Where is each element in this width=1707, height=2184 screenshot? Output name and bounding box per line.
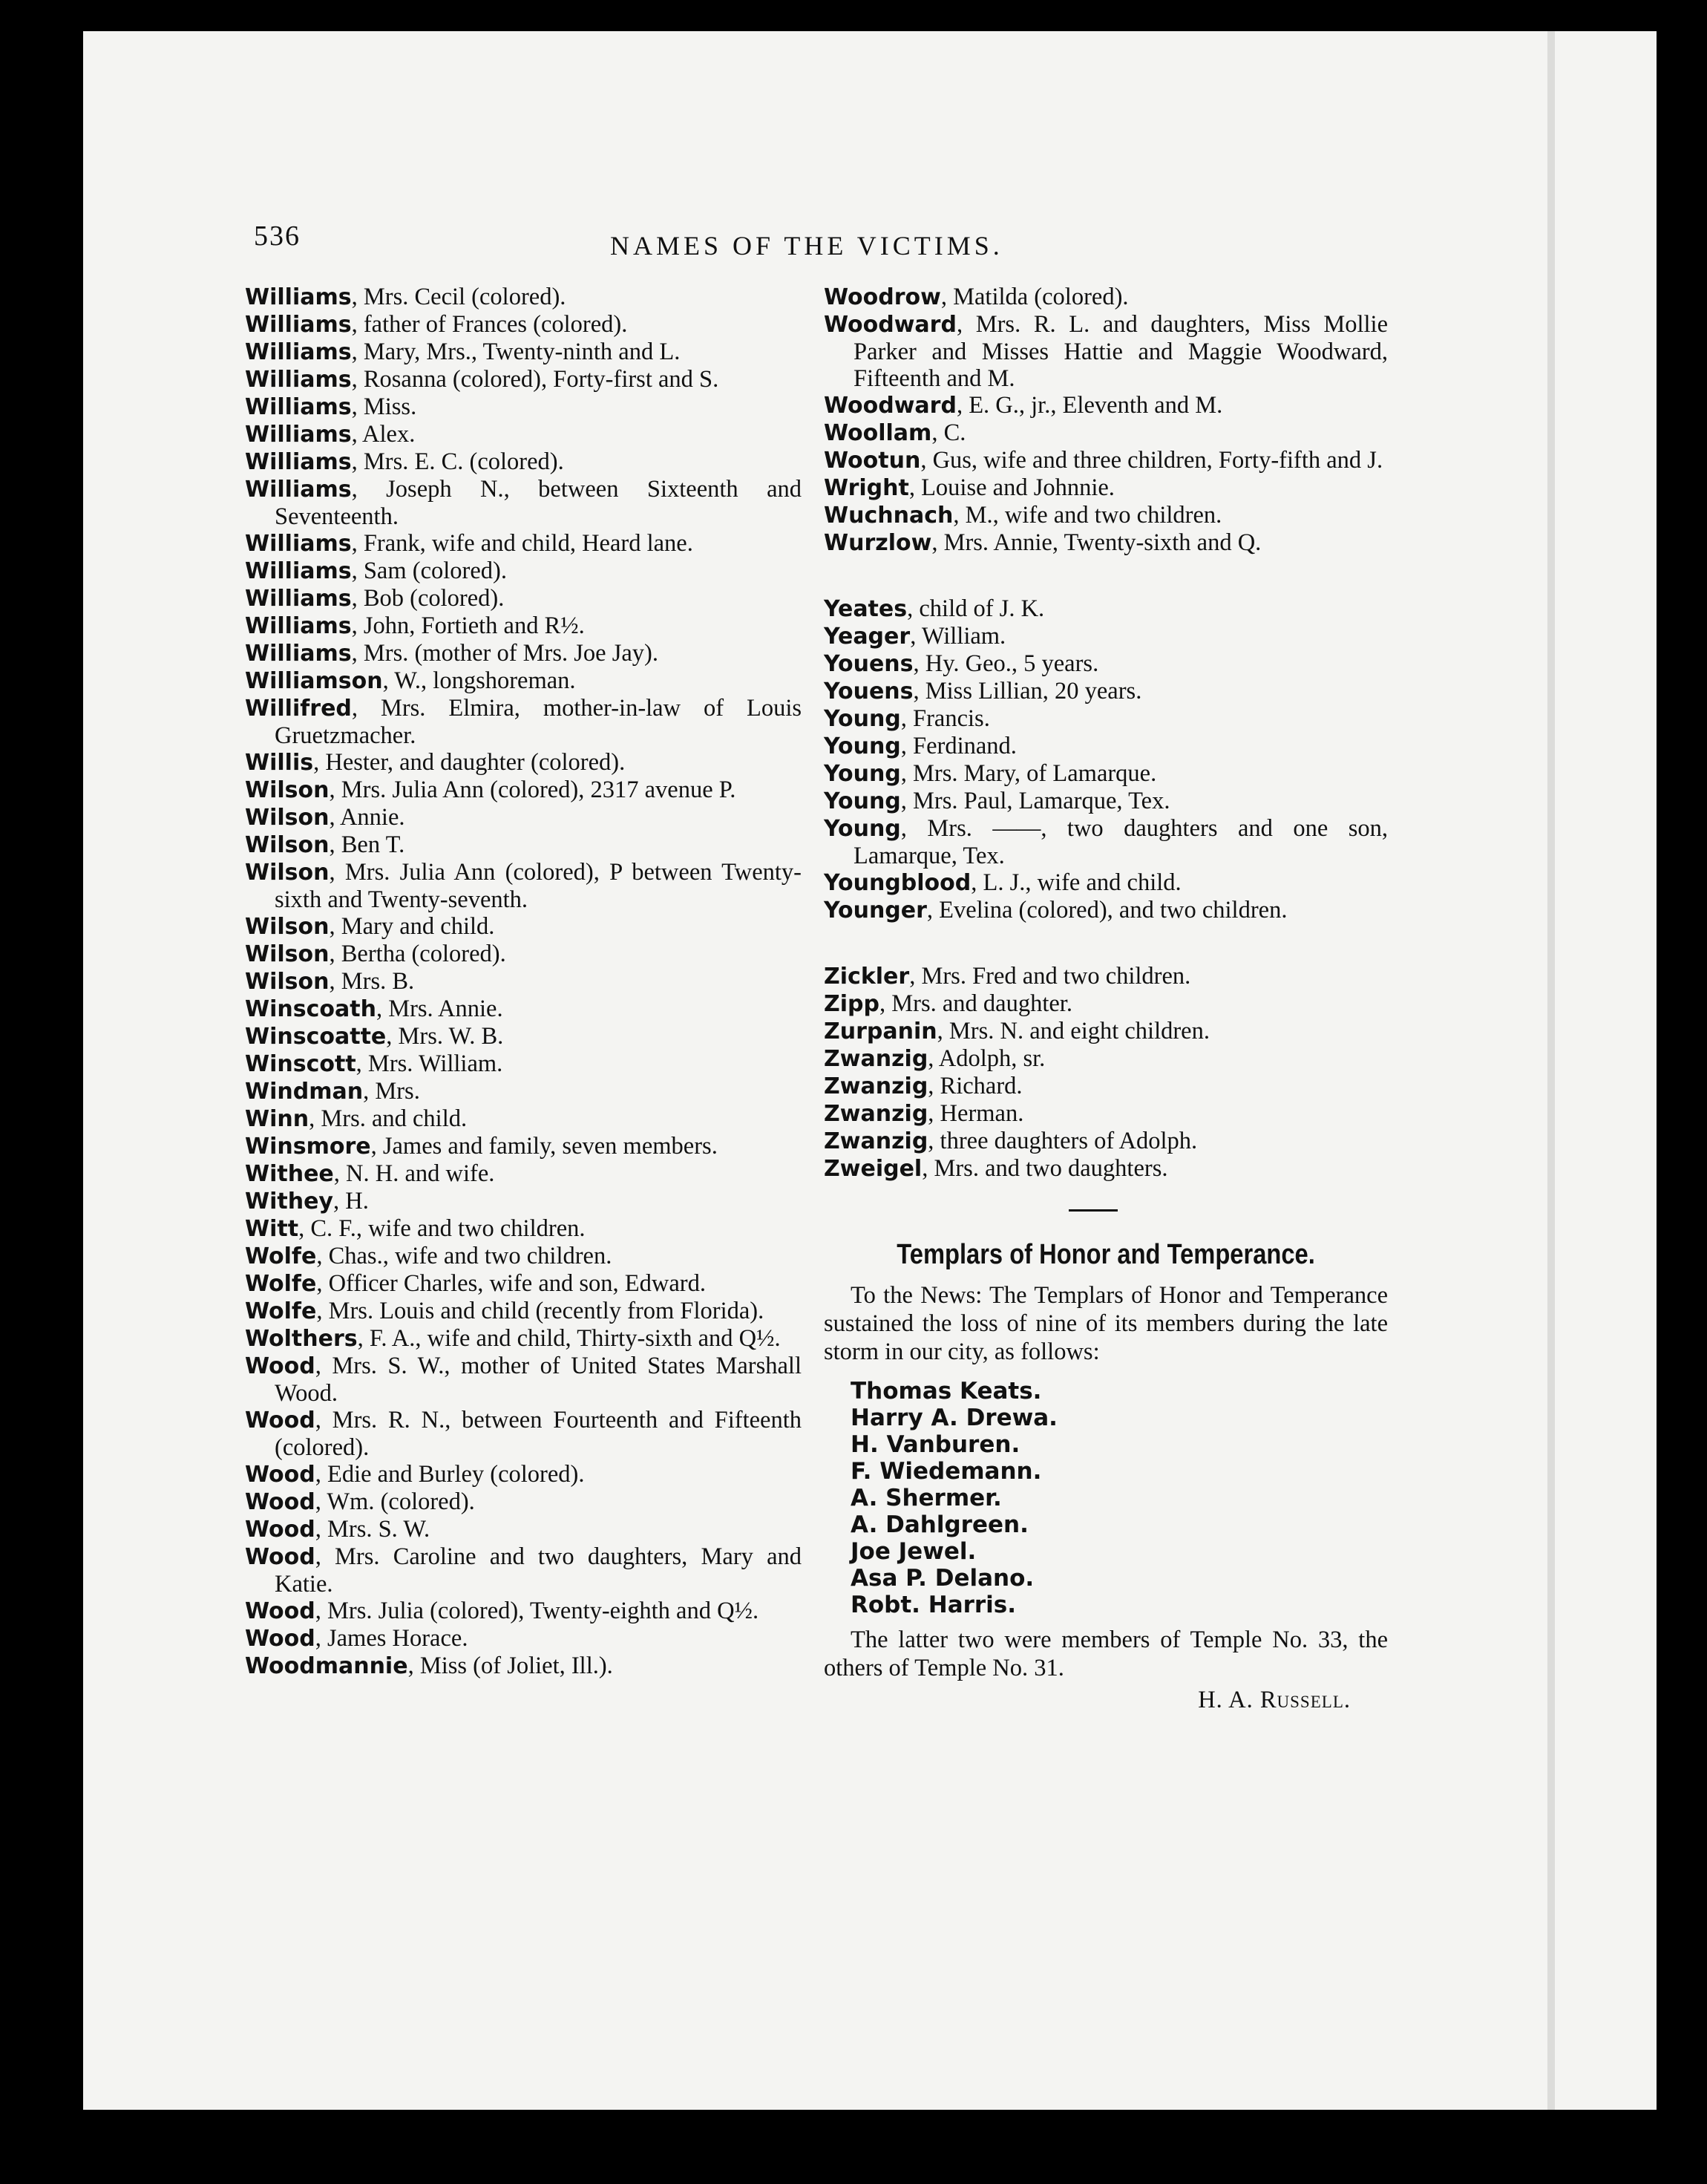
victim-surname: Zweigel — [824, 1156, 923, 1182]
victim-surname: Williams — [245, 312, 352, 338]
victim-entry — [245, 1488, 802, 1516]
victim-surname: Withey — [245, 1189, 333, 1214]
victim-details: , Evelina (colored), and two children. — [926, 897, 1288, 923]
victim-details: , Mrs. E. C. (colored). — [351, 448, 564, 475]
victim-entry — [824, 760, 1388, 788]
victim-surname: Zwanzig — [824, 1073, 928, 1099]
victim-details: , Joseph N., between Sixteenth and Seventeenth. — [275, 476, 802, 530]
victim-details: , W., longshoreman. — [382, 667, 576, 694]
victim-surname: Winscott — [245, 1051, 356, 1077]
victim-entry — [245, 311, 802, 339]
victim-entry — [245, 1353, 802, 1407]
victim-surname: Wilson — [245, 969, 330, 995]
victim-entry — [245, 1188, 802, 1215]
victim-surname: Wilson — [245, 805, 330, 831]
right-column — [824, 284, 1388, 1713]
victim-entry — [245, 1407, 802, 1461]
victim-entry — [245, 1215, 802, 1243]
victim-surname: Woodrow — [824, 284, 941, 310]
victim-details: , C. — [931, 419, 966, 446]
templar-member: Harry A. Drewa. — [851, 1405, 1058, 1431]
victim-entry — [824, 733, 1388, 760]
victim-entry — [824, 419, 1388, 447]
victim-entry — [245, 558, 802, 585]
victim-entry — [245, 612, 802, 640]
victim-surname: Zwanzig — [824, 1101, 928, 1127]
victim-surname: Williams — [245, 339, 352, 365]
victim-details: , Louise and Johnnie. — [908, 474, 1115, 501]
victim-surname: Yeates — [824, 596, 908, 622]
victim-details: , father of Frances (colored). — [351, 311, 628, 338]
victim-entry — [245, 1543, 802, 1598]
victim-details: , Mrs. R. L. and daughters, Miss Mollie Parker and Misses Hattie and Maggie Woodward, Fifteenth and M. — [854, 311, 1388, 392]
victim-entry — [245, 1078, 802, 1105]
victim-entry — [824, 650, 1388, 678]
victim-surname: Youngblood — [824, 870, 972, 896]
victim-details: , Francis. — [900, 705, 990, 732]
victim-details: , Sam (colored). — [351, 558, 507, 584]
victim-entry — [824, 529, 1388, 557]
victim-details: , Mrs. ——, two daughters and one son, Lamarque, Tex. — [854, 815, 1388, 869]
victim-entry — [245, 913, 802, 941]
victim-details: , M., wife and two children. — [953, 502, 1222, 529]
victim-entry — [245, 448, 802, 476]
list-y-names — [824, 595, 1388, 924]
victim-surname: Winscoath — [245, 996, 376, 1022]
victim-surname: Williams — [245, 284, 352, 310]
victim-details: , Miss (of Joliet, Ill.). — [407, 1652, 613, 1679]
victim-surname: Winsmore — [245, 1134, 371, 1160]
victim-entry — [824, 1100, 1388, 1128]
victim-entry — [245, 968, 802, 995]
victim-entry — [824, 788, 1388, 815]
victim-details: , Mrs. Cecil (colored). — [351, 284, 566, 310]
victim-details: , Mrs. Mary, of Lamarque. — [900, 760, 1157, 787]
victim-details: , Mrs. W. B. — [386, 1023, 504, 1050]
victim-surname: Young — [824, 733, 901, 759]
victim-surname: Wright — [824, 475, 909, 501]
victim-surname: Zickler — [824, 964, 910, 990]
victim-entry — [824, 447, 1388, 474]
victim-surname: Zurpanin — [824, 1019, 937, 1044]
section-gap — [824, 557, 1388, 595]
victim-surname: Williams — [245, 422, 352, 448]
victim-entry — [245, 995, 802, 1023]
victim-details: , F. A., wife and child, Thirty-sixth and Q½. — [357, 1325, 781, 1352]
victim-surname: Wilson — [245, 941, 330, 967]
victim-details: , Mrs. Julia Ann (colored), 2317 avenue P. — [329, 777, 736, 803]
victim-surname: Williamson — [245, 668, 383, 694]
victim-entry — [245, 284, 802, 311]
victim-details: , Mrs. Julia (colored), Twenty-eighth and Q½. — [315, 1598, 759, 1624]
victim-surname: Williams — [245, 586, 352, 612]
victim-entry — [824, 1073, 1388, 1100]
victim-surname: Young — [824, 816, 901, 842]
templars-closing: The latter two were members of Temple No. 33, the others of Temple No. 31. — [824, 1626, 1388, 1681]
victim-details: , Hy. Geo., 5 years. — [913, 650, 1099, 677]
victim-entry — [824, 1018, 1388, 1045]
victim-entry — [824, 705, 1388, 733]
victim-details: , child of J. K. — [907, 595, 1045, 622]
victim-details: , Mrs. Elmira, mother-in-law of Louis Gruetzmacher. — [275, 695, 802, 749]
victim-details: , Mrs. R. N., between Fourteenth and Fifteenth (colored). — [275, 1407, 802, 1461]
victim-entry — [824, 595, 1388, 623]
victim-entry — [245, 476, 802, 530]
victim-entry — [245, 1625, 802, 1652]
victim-details: , Alex. — [351, 421, 416, 448]
victim-entry — [245, 804, 802, 831]
victim-details: , Officer Charles, wife and son, Edward. — [316, 1270, 706, 1297]
victim-details: , Edie and Burley (colored). — [315, 1461, 585, 1488]
victim-surname: Williams — [245, 367, 352, 393]
victim-details: , H. — [332, 1188, 369, 1214]
victim-surname: Windman — [245, 1079, 364, 1105]
victim-details: , James Horace. — [315, 1625, 468, 1652]
victim-details: , James and family, seven members. — [370, 1133, 718, 1160]
templars-title: Templars of Honor and Temperance. — [897, 1239, 1315, 1270]
templar-member: A. Shermer. — [851, 1485, 1002, 1511]
victim-entry — [824, 474, 1388, 502]
victim-entry — [245, 339, 802, 366]
victim-details: , Mary, Mrs., Twenty-ninth and L. — [351, 339, 681, 365]
victim-details: , Mrs. S. W. — [315, 1516, 430, 1543]
victim-entry — [824, 284, 1388, 311]
victim-details: , Mrs. and child. — [309, 1105, 468, 1132]
victim-entry — [245, 393, 802, 421]
victim-details: , Richard. — [928, 1073, 1023, 1099]
victim-surname: Zwanzig — [824, 1046, 928, 1072]
victim-details: , Gus, wife and three children, Forty-fifth and J. — [920, 447, 1383, 474]
victim-surname: Youens — [824, 679, 914, 704]
victim-entry — [245, 1270, 802, 1298]
page-edge-strip — [1547, 31, 1555, 2110]
victim-entry — [245, 1243, 802, 1270]
section-gap — [824, 924, 1388, 963]
victim-details: , Bertha (colored). — [329, 941, 506, 967]
victim-details: , Mrs. and daughter. — [879, 990, 1072, 1017]
victim-details: , Mrs. William. — [356, 1050, 503, 1077]
victim-entry — [245, 366, 802, 393]
victim-surname: Williams — [245, 531, 352, 557]
victim-entry — [824, 392, 1388, 419]
victim-details: , Wm. (colored). — [315, 1488, 475, 1515]
victim-details: , William. — [910, 623, 1006, 650]
victim-entry — [824, 623, 1388, 650]
victim-surname: Zipp — [824, 991, 879, 1017]
victim-entry — [245, 640, 802, 667]
victim-surname: Wolthers — [245, 1326, 358, 1352]
victim-surname: Wuchnach — [824, 503, 954, 529]
victim-surname: Withee — [245, 1161, 334, 1187]
victim-details: , Mrs. Paul, Lamarque, Tex. — [900, 788, 1170, 814]
victim-surname: Wilson — [245, 777, 330, 803]
templar-member: Asa P. Delano. — [851, 1565, 1035, 1592]
victim-entry — [245, 530, 802, 558]
victim-details: , Mrs. Julia Ann (colored), P between Twenty-sixth and Twenty-seventh. — [275, 859, 802, 913]
victim-surname: Youens — [824, 651, 914, 677]
victim-surname: Williams — [245, 477, 352, 503]
victim-entry — [824, 311, 1388, 392]
victim-surname: Wood — [245, 1462, 315, 1488]
victim-entry — [245, 859, 802, 913]
victim-details: , Matilda (colored). — [940, 284, 1129, 310]
templar-member: F. Wiedemann. — [851, 1458, 1042, 1485]
victim-entry — [245, 1325, 802, 1353]
victim-entry — [245, 777, 802, 804]
victim-surname: Williams — [245, 394, 352, 420]
victim-surname: Yeager — [824, 624, 911, 650]
victim-surname: Williams — [245, 449, 352, 475]
victim-surname: Younger — [824, 898, 927, 923]
victim-surname: Wolfe — [245, 1298, 317, 1324]
victim-surname: Williams — [245, 613, 352, 639]
victim-details: , C. F., wife and two children. — [298, 1215, 586, 1242]
victim-entry — [824, 1155, 1388, 1183]
victim-details: , E. G., jr., Eleventh and M. — [956, 392, 1223, 419]
victim-entry — [245, 585, 802, 612]
victim-details: , Bob (colored). — [351, 585, 505, 612]
victim-entry — [245, 831, 802, 859]
templars-intro: To the News: The Templars of Honor and Temperance sustained the loss of nine of its members during the late storm in our city, as follows: — [824, 1282, 1388, 1365]
victim-entry — [245, 1298, 802, 1325]
victim-surname: Zwanzig — [824, 1128, 928, 1154]
templars-signature: H. A. Russell. — [1198, 1687, 1351, 1713]
victim-entry — [824, 815, 1388, 869]
victim-surname: Young — [824, 706, 901, 732]
victim-details: , L. J., wife and child. — [971, 869, 1182, 896]
victim-surname: Winscoatte — [245, 1024, 387, 1050]
victim-entry — [245, 1050, 802, 1078]
victim-entry — [824, 1128, 1388, 1155]
victim-surname: Woodward — [824, 312, 957, 338]
victim-surname: Willifred — [245, 696, 352, 722]
victim-details: , Mrs. Annie. — [376, 995, 503, 1022]
victim-surname: Wood — [245, 1489, 315, 1515]
victim-details: , Mrs. N. and eight children. — [937, 1018, 1210, 1044]
victim-details: , Miss. — [351, 393, 417, 420]
victim-details: , Mrs. Louis and child (recently from Florida). — [316, 1298, 764, 1324]
templar-member: Thomas Keats. — [851, 1378, 1042, 1405]
victim-entry — [245, 1652, 802, 1680]
victim-entry — [824, 1045, 1388, 1073]
victim-details: , Rosanna (colored), Forty-first and S. — [351, 366, 719, 393]
victim-entry — [245, 1516, 802, 1543]
templar-member: Robt. Harris. — [851, 1592, 1017, 1618]
victim-surname: Woodward — [824, 393, 957, 419]
victim-entry — [245, 1105, 802, 1133]
victim-entry — [245, 749, 802, 777]
victim-entry — [245, 667, 802, 695]
victim-surname: Wood — [245, 1544, 315, 1570]
victim-entry — [824, 990, 1388, 1018]
victim-details: , Mrs. (mother of Mrs. Joe Jay). — [351, 640, 659, 667]
victim-entry — [245, 695, 802, 749]
list-z-names — [824, 963, 1388, 1183]
victim-details: , Annie. — [329, 804, 405, 831]
victim-surname: Willis — [245, 750, 314, 776]
victim-entry — [824, 869, 1388, 897]
victim-details: , Hester, and daughter (colored). — [313, 749, 626, 776]
page-number: 536 — [254, 220, 301, 252]
victim-details: , N. H. and wife. — [333, 1160, 495, 1187]
victim-entry — [245, 421, 802, 448]
templars-members — [851, 1378, 1388, 1618]
victim-surname: Wood — [245, 1517, 315, 1543]
victim-details: , Mrs. — [363, 1078, 420, 1105]
victim-surname: Wolfe — [245, 1243, 317, 1269]
victim-entry — [245, 1598, 802, 1625]
victim-details: , three daughters of Adolph. — [928, 1128, 1198, 1154]
victim-surname: Williams — [245, 558, 352, 584]
victim-surname: Wilson — [245, 914, 330, 940]
victim-entry — [824, 502, 1388, 529]
victim-surname: Wood — [245, 1353, 315, 1379]
victim-details: , John, Fortieth and R½. — [351, 612, 585, 639]
victim-surname: Wood — [245, 1407, 315, 1433]
victim-surname: Winn — [245, 1106, 309, 1132]
victim-entry — [245, 1461, 802, 1488]
victim-details: , Mrs. B. — [329, 968, 415, 995]
victim-entry — [245, 941, 802, 968]
victim-surname: Young — [824, 761, 901, 787]
victim-entry — [824, 897, 1388, 924]
list-w-names — [824, 284, 1388, 557]
left-column — [245, 284, 802, 1680]
victim-surname: Wurzlow — [824, 530, 932, 556]
victim-details: , Miss Lillian, 20 years. — [913, 678, 1142, 704]
victim-details: , Mrs. Caroline and two daughters, Mary and Katie. — [275, 1543, 802, 1598]
victim-details: , Mrs. Fred and two children. — [909, 963, 1191, 990]
victim-details: , Chas., wife and two children. — [316, 1243, 612, 1269]
victim-details: , Frank, wife and child, Heard lane. — [351, 530, 693, 557]
running-head: NAMES OF THE VICTIMS. — [610, 231, 1003, 261]
victim-surname: Wilson — [245, 860, 330, 886]
victim-details: , Mrs. and two daughters. — [922, 1155, 1168, 1182]
victim-surname: Witt — [245, 1216, 299, 1242]
victim-entry — [245, 1133, 802, 1160]
victim-surname: Young — [824, 788, 901, 814]
victim-details: , Adolph, sr. — [928, 1045, 1046, 1072]
templar-member: A. Dahlgreen. — [851, 1511, 1029, 1538]
victim-surname: Wolfe — [245, 1271, 317, 1297]
victim-entry — [824, 963, 1388, 990]
victim-surname: Williams — [245, 641, 352, 667]
victim-surname: Woodmannie — [245, 1653, 408, 1679]
templar-member: H. Vanburen. — [851, 1431, 1020, 1458]
victim-surname: Woollam — [824, 420, 932, 446]
victim-details: , Mary and child. — [329, 913, 495, 940]
victim-entry — [824, 678, 1388, 705]
victim-entry — [245, 1023, 802, 1050]
victim-surname: Wood — [245, 1598, 315, 1624]
victim-details: , Mrs. Annie, Twenty-sixth and Q. — [931, 529, 1262, 556]
victim-details: , Ferdinand. — [900, 733, 1017, 759]
victim-details: , Herman. — [928, 1100, 1024, 1127]
templar-member: Joe Jewel. — [851, 1538, 977, 1565]
victim-entry — [245, 1160, 802, 1188]
victim-surname: Wilson — [245, 832, 330, 858]
section-divider — [1069, 1209, 1118, 1212]
victim-details: , Ben T. — [329, 831, 405, 858]
victim-details: , Mrs. S. W., mother of United States Marshall Wood. — [275, 1353, 802, 1407]
victim-surname: Wootun — [824, 448, 921, 474]
victim-surname: Wood — [245, 1626, 315, 1652]
